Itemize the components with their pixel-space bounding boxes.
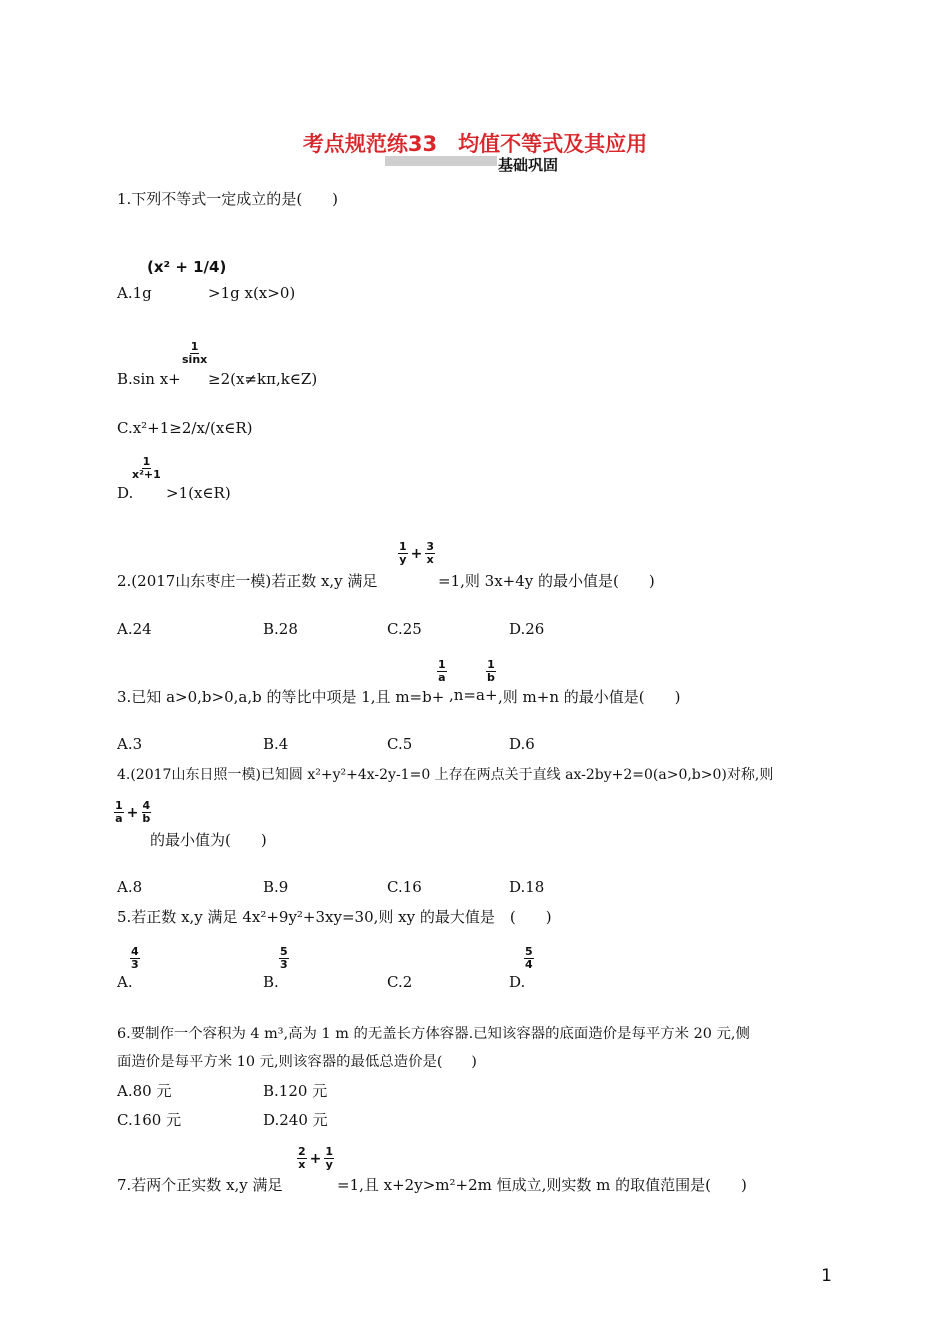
q1-d-frac-den: x²+1: [132, 468, 161, 481]
q3-frac2-num: 1: [487, 658, 495, 671]
q4-frac1-num: 1: [115, 799, 123, 812]
q6-option-c: C.160 元: [117, 1111, 182, 1129]
q1-option-d-label: D.: [117, 484, 134, 502]
q5-option-c: C.2: [387, 973, 413, 991]
q3-frac1-den: a: [438, 671, 446, 684]
q7-frac1: [297, 1146, 307, 1171]
q5-d-num: 5: [525, 945, 533, 958]
q6-line2: 面造价是每平方米 10 元,则该容器的最低总造价是( ): [117, 1054, 477, 1070]
q2-frac2-den: x: [426, 553, 434, 566]
q2-fraction-expression: [398, 541, 435, 566]
page-number: 1: [821, 1266, 832, 1286]
q7-frac2-den: y: [325, 1158, 333, 1171]
q7-stem-post: =1,且 x+2y>m²+2m 恒成立,则实数 m 的取值范围是( ): [337, 1176, 747, 1194]
q2-frac2: [425, 541, 435, 566]
q5-d-den: 4: [525, 958, 533, 971]
q5-stem: 5.若正数 x,y 满足 4x²+9y²+3xy=30,则 xy 的最大值是 ( ): [117, 908, 552, 926]
q2-option-c: C.25: [387, 620, 422, 638]
q2-frac2-num: 3: [426, 540, 435, 553]
q5-b-fraction: [279, 946, 289, 971]
q2-option-d: D.26: [509, 620, 545, 638]
q6-option-d: D.240 元: [263, 1111, 328, 1129]
q2-frac1-num: 1: [399, 540, 407, 553]
q4-option-b: B.9: [263, 878, 289, 896]
q1-a-expression: (x² + 1/4): [147, 258, 227, 276]
q1-b-frac-den: sinx: [182, 353, 208, 366]
q3-option-d: D.6: [509, 735, 535, 753]
q1-option-b-label: B.sin x+: [117, 370, 181, 388]
page-title: 考点规范练33 均值不等式及其应用: [302, 132, 648, 156]
q1-b-frac-num: 1: [190, 340, 199, 353]
q5-option-b-label: B.: [263, 973, 279, 991]
q4-frac1-den: a: [115, 812, 123, 825]
q3-frac1: [437, 659, 447, 684]
q1-option-a-tail: >1g x(x>0): [208, 284, 296, 302]
q7-frac1-num: 2: [298, 1145, 306, 1158]
q7-stem-pre: 7.若两个正实数 x,y 满足: [117, 1176, 283, 1194]
q4-frac2: [141, 800, 151, 825]
q3-stem-post: ,则 m+n 的最小值是( ): [498, 688, 681, 706]
q1-d-frac-num: 1: [142, 455, 151, 468]
q3-option-b: B.4: [263, 735, 289, 753]
q4-option-d: D.18: [509, 878, 545, 896]
q2-option-b: B.28: [263, 620, 298, 638]
q5-a-den: 3: [131, 958, 139, 971]
plus-sign: +: [126, 804, 139, 821]
q1-b-fraction: [181, 341, 208, 366]
q2-frac1-den: y: [399, 553, 407, 566]
q1-option-b-tail: ≥2(x≠kπ,k∈Z): [208, 370, 318, 388]
q2-option-a: A.24: [117, 620, 152, 638]
q3-frac2-den: b: [487, 671, 495, 684]
q7-frac1-den: x: [298, 1158, 306, 1171]
q4-frac1: [114, 800, 124, 825]
q3-stem-mid: ,n=a+: [449, 686, 498, 704]
q5-d-fraction: [524, 946, 534, 971]
q7-frac2: [324, 1146, 334, 1171]
q6-line1: 6.要制作一个容积为 4 m³,高为 1 m 的无盖长方体容器.已知该容器的底面造价是每平方米 20 元,侧: [117, 1026, 750, 1042]
q6-option-a: A.80 元: [117, 1082, 172, 1100]
q6-option-b: B.120 元: [263, 1082, 328, 1100]
q4-fraction-expression: [114, 800, 151, 825]
q3-frac2: [486, 659, 496, 684]
q2-frac1: [398, 541, 408, 566]
q3-option-c: C.5: [387, 735, 413, 753]
q4-frac2-den: b: [142, 812, 151, 825]
section-subtitle: 基础巩固: [498, 156, 559, 174]
plus-sign: +: [410, 545, 423, 562]
q1-d-fraction: [131, 456, 162, 481]
q1-option-a-label: A.1g: [117, 284, 152, 302]
q1-stem: 1.下列不等式一定成立的是( ): [117, 190, 339, 208]
q5-b-num: 5: [280, 945, 288, 958]
q4-option-a: A.8: [117, 878, 143, 896]
q7-fraction-expression: [297, 1146, 334, 1171]
q3-option-a: A.3: [117, 735, 143, 753]
q5-option-d-label: D.: [509, 973, 526, 991]
q2-stem-pre: 2.(2017山东枣庄一模)若正数 x,y 满足: [117, 572, 378, 590]
q5-a-num: 4: [131, 945, 139, 958]
q5-a-fraction: [130, 946, 140, 971]
q4-stem: 4.(2017山东日照一模)已知圆 x²+y²+4x-2y-1=0 上存在两点关于直线 ax-2by+2=0(a>0,b>0)对称,则: [117, 767, 774, 783]
q3-stem-pre: 3.已知 a>0,b>0,a,b 的等比中项是 1,且 m=b+: [117, 688, 445, 706]
q2-stem-post: =1,则 3x+4y 的最小值是( ): [438, 572, 655, 590]
q4-frac2-num: 4: [142, 799, 151, 812]
q4-stem-post: 的最小值为( ): [150, 831, 267, 849]
q4-option-c: C.16: [387, 878, 422, 896]
q3-frac1-num: 1: [438, 658, 446, 671]
plus-sign: +: [309, 1150, 322, 1167]
q1-option-c: C.x²+1≥2/x/(x∈R): [117, 419, 253, 437]
q5-b-den: 3: [280, 958, 288, 971]
subtitle-bar: [385, 156, 497, 166]
q7-frac2-num: 1: [325, 1145, 334, 1158]
q1-option-d-tail: >1(x∈R): [166, 484, 231, 502]
q5-option-a-label: A.: [117, 973, 133, 991]
